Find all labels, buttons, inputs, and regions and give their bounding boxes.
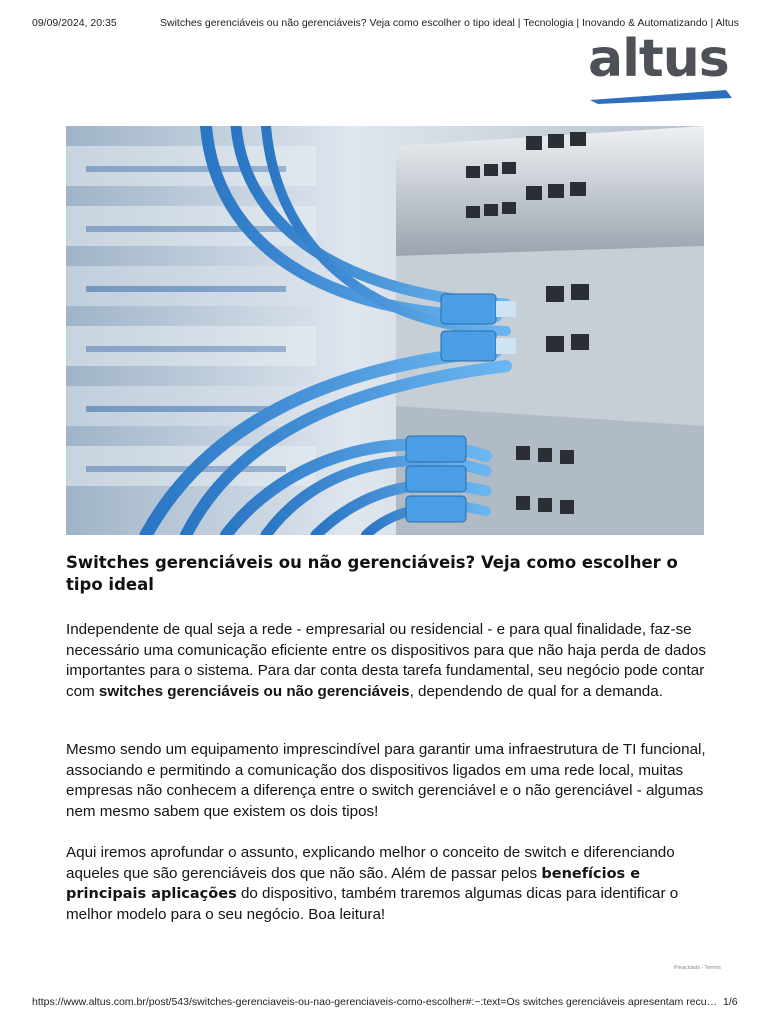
p1-bold-text: switches gerenciáveis ou não gerenciáveis: [98, 682, 410, 700]
print-footer-url: https://www.altus.com.br/post/543/switches-gerenciaveis-ou-nao-gerenciaveis-como-escolher#:~:text=Os switches gerenciáveis apresentam recu…: [32, 996, 718, 1008]
print-datetime: 09/09/2024, 20:35: [32, 17, 117, 29]
logo-wordmark: altus: [588, 29, 729, 89]
article-paragraph-2: Mesmo sendo um equipamento imprescindível para garantir uma infraestrutura de TI funcional, associando e permitindo a comunicação dos dispositivos ligados em uma rede local, muitas empresas não conhecem a diferença entre o switch gerenciável e o não gerenciável - algumas nem mesmo sabem que existem os dois tipos!: [66, 741, 706, 820]
hero-image: [66, 126, 704, 535]
p1-text-end: , dependendo de qual for a demanda.: [409, 682, 663, 700]
p3-text-start: Aqui iremos aprofundar o assunto, explicando melhor o conceito de switch e diferenciando aqueles que são gerenciáveis dos que não são. Além de passar pelos: [66, 844, 675, 882]
article-paragraph-3: [66, 843, 706, 925]
logo-swoosh-icon: [586, 78, 736, 104]
article-paragraph-1: [66, 620, 706, 702]
print-page-number: 1/6: [723, 996, 738, 1008]
p3-bold-text: benefícios e principais aplicações: [66, 865, 641, 902]
article-title: Switches gerenciáveis ou não gerenciáveis? Veja como escolher o tipo ideal: [66, 553, 678, 594]
print-page-title: Switches gerenciáveis ou não gerenciáveis? Veja como escolher o tipo ideal | Tecnologia | Inovando & Automatizando | Altus: [160, 17, 739, 29]
recaptcha-links[interactable]: Privacidade - Termos: [674, 965, 721, 971]
altus-logo[interactable]: [586, 28, 736, 104]
p1-text-start: Independente de qual seja a rede - empresarial ou residencial - e para qual finalidade, faz-se necessário uma comunicação eficiente entre os dispositivos para que não haja perda de dados importantes para o sistema. Para dar conta desta tarefa fundamental, seu negócio pode contar com: [66, 621, 706, 700]
network-switch-cables-photo: [66, 126, 704, 535]
p3-text-end: do dispositivo, também traremos algumas dicas para identificar o melhor modelo para o seu negócio. Boa leitura!: [66, 885, 679, 923]
